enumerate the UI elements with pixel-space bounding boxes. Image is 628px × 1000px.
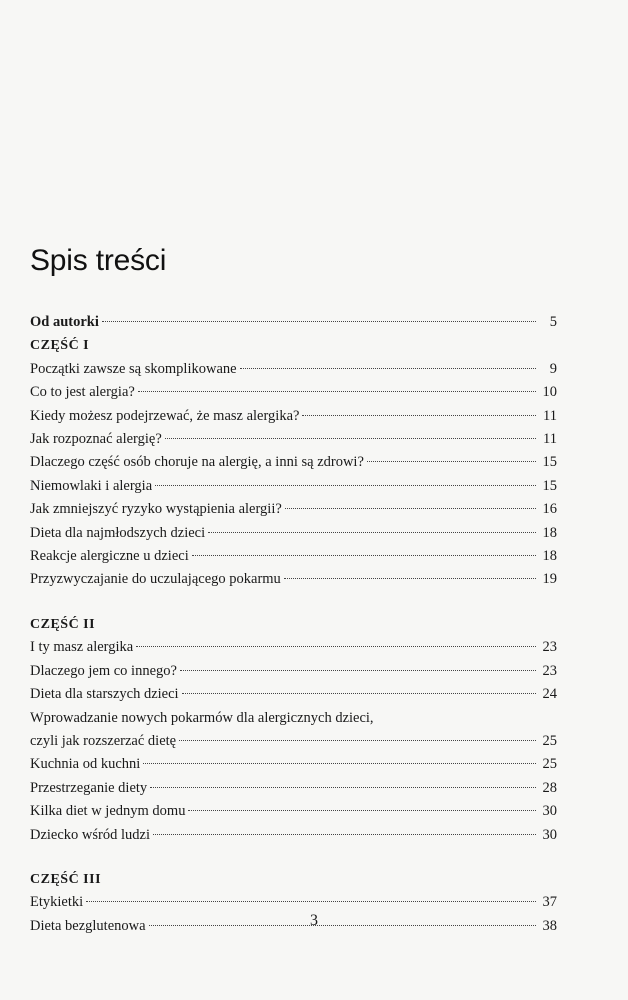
dot-leader [153,833,536,835]
dot-leader [143,762,536,764]
toc-entry-page: 23 [542,662,557,679]
toc-entry-page: 11 [543,407,557,424]
toc-entry-label: I ty masz alergika [30,639,134,656]
toc-entry [30,381,557,404]
toc-entry-page: 18 [542,548,557,565]
toc-entry [30,451,557,474]
toc-entry [30,800,557,823]
dot-leader [182,692,536,694]
toc-entry-label: Niemowlaki i alergia [30,477,153,494]
dot-leader [138,390,536,392]
toc-part-1 [30,334,557,591]
toc-entry-page: 24 [542,686,557,703]
toc-entry-label-line2: czyli jak rozszerzać dietę [30,732,177,749]
toc-entry-label: Kiedy możesz podejrzewać, że masz alergika? [30,407,300,424]
toc-entry [30,545,557,568]
toc-entry-label: Dlaczego część osób choruje na alergię, a inni są zdrowi? [30,454,364,471]
toc-entry-label: Co to jest alergia? [30,384,135,401]
table-of-contents [30,311,557,938]
toc-entry-page: 9 [549,360,557,377]
toc-entry-label: Od autorki [30,314,99,330]
toc-entry-page: 23 [542,639,557,656]
dot-leader [284,577,536,579]
toc-entry-page: 25 [542,732,557,749]
toc-entry-page: 5 [549,314,557,330]
toc-entry-page: 11 [543,431,557,448]
page-title: Spis treści [30,244,167,277]
toc-entry [30,660,557,683]
toc-entry-page: 30 [542,803,557,820]
toc-entry [30,475,557,498]
dot-leader [102,320,536,322]
toc-entry-label: Etykietki [30,894,84,911]
toc-entry-label: Dlaczego jem co innego? [30,662,177,679]
part-heading: CZĘŚĆ I [30,338,90,354]
dot-leader [150,786,536,788]
dot-leader [240,367,536,369]
toc-entry-page: 19 [542,571,557,588]
dot-leader [136,645,536,647]
toc-entry-label: Początki zawsze są skomplikowane [30,360,237,377]
toc-entry-page: 10 [542,384,557,401]
toc-entry-label: Reakcje alergiczne u dzieci [30,548,189,565]
toc-entry [30,568,557,591]
toc-entry-label: Dieta dla starszych dzieci [30,686,179,703]
toc-entry [30,777,557,800]
toc-entry-label-line1: Wprowadzanie nowych pokarmów dla alergicznych dzieci, [30,709,374,726]
toc-entry [30,730,557,753]
toc-entry-label: Przestrzeganie diety [30,779,148,796]
dot-leader [180,669,536,671]
toc-entry [30,405,557,428]
page-number: 3 [310,912,318,929]
toc-entry-label: Jak rozpoznać alergię? [30,431,162,448]
toc-entry [30,636,557,659]
toc-entry [30,683,557,706]
dot-leader [208,531,536,533]
dot-leader [302,414,536,416]
toc-part-2 [30,613,557,847]
part-heading: CZĘŚĆ II [30,616,96,632]
dot-leader [155,484,536,486]
toc-entry-page: 18 [542,524,557,541]
toc-entry-label: Dieta dla najmłodszych dzieci [30,524,206,541]
toc-entry-label: Kilka diet w jednym domu [30,803,186,820]
part-heading: CZĘŚĆ III [30,871,102,887]
toc-entry-label: Przyzwyczajanie do uczulającego pokarmu [30,571,281,588]
toc-entry-page: 16 [542,501,557,518]
dot-leader [165,437,536,439]
toc-entry [30,522,557,545]
toc-entry-page: 37 [542,894,557,911]
toc-entry [30,428,557,451]
toc-entry-page: 28 [542,779,557,796]
toc-entry-intro [30,311,557,334]
dot-leader [179,739,536,741]
toc-entry [30,753,557,776]
dot-leader [86,900,536,902]
toc-entry-label: Dieta bezglutenowa [30,917,146,934]
dot-leader [192,554,536,556]
toc-entry [30,498,557,521]
toc-entry-page: 38 [542,917,557,934]
toc-entry-label: Kuchnia od kuchni [30,756,141,773]
toc-entry-page: 30 [542,826,557,843]
toc-entry-label: Jak zmniejszyć ryzyko wystąpienia alergii? [30,501,282,518]
toc-entry [30,824,557,847]
toc-entry-page: 25 [542,756,557,773]
dot-leader [188,809,536,811]
toc-entry-page: 15 [542,477,557,494]
dot-leader [285,507,536,509]
toc-entry-page: 15 [542,454,557,471]
dot-leader [367,460,536,462]
toc-entry-label: Dziecko wśród ludzi [30,826,150,843]
toc-entry [30,358,557,381]
